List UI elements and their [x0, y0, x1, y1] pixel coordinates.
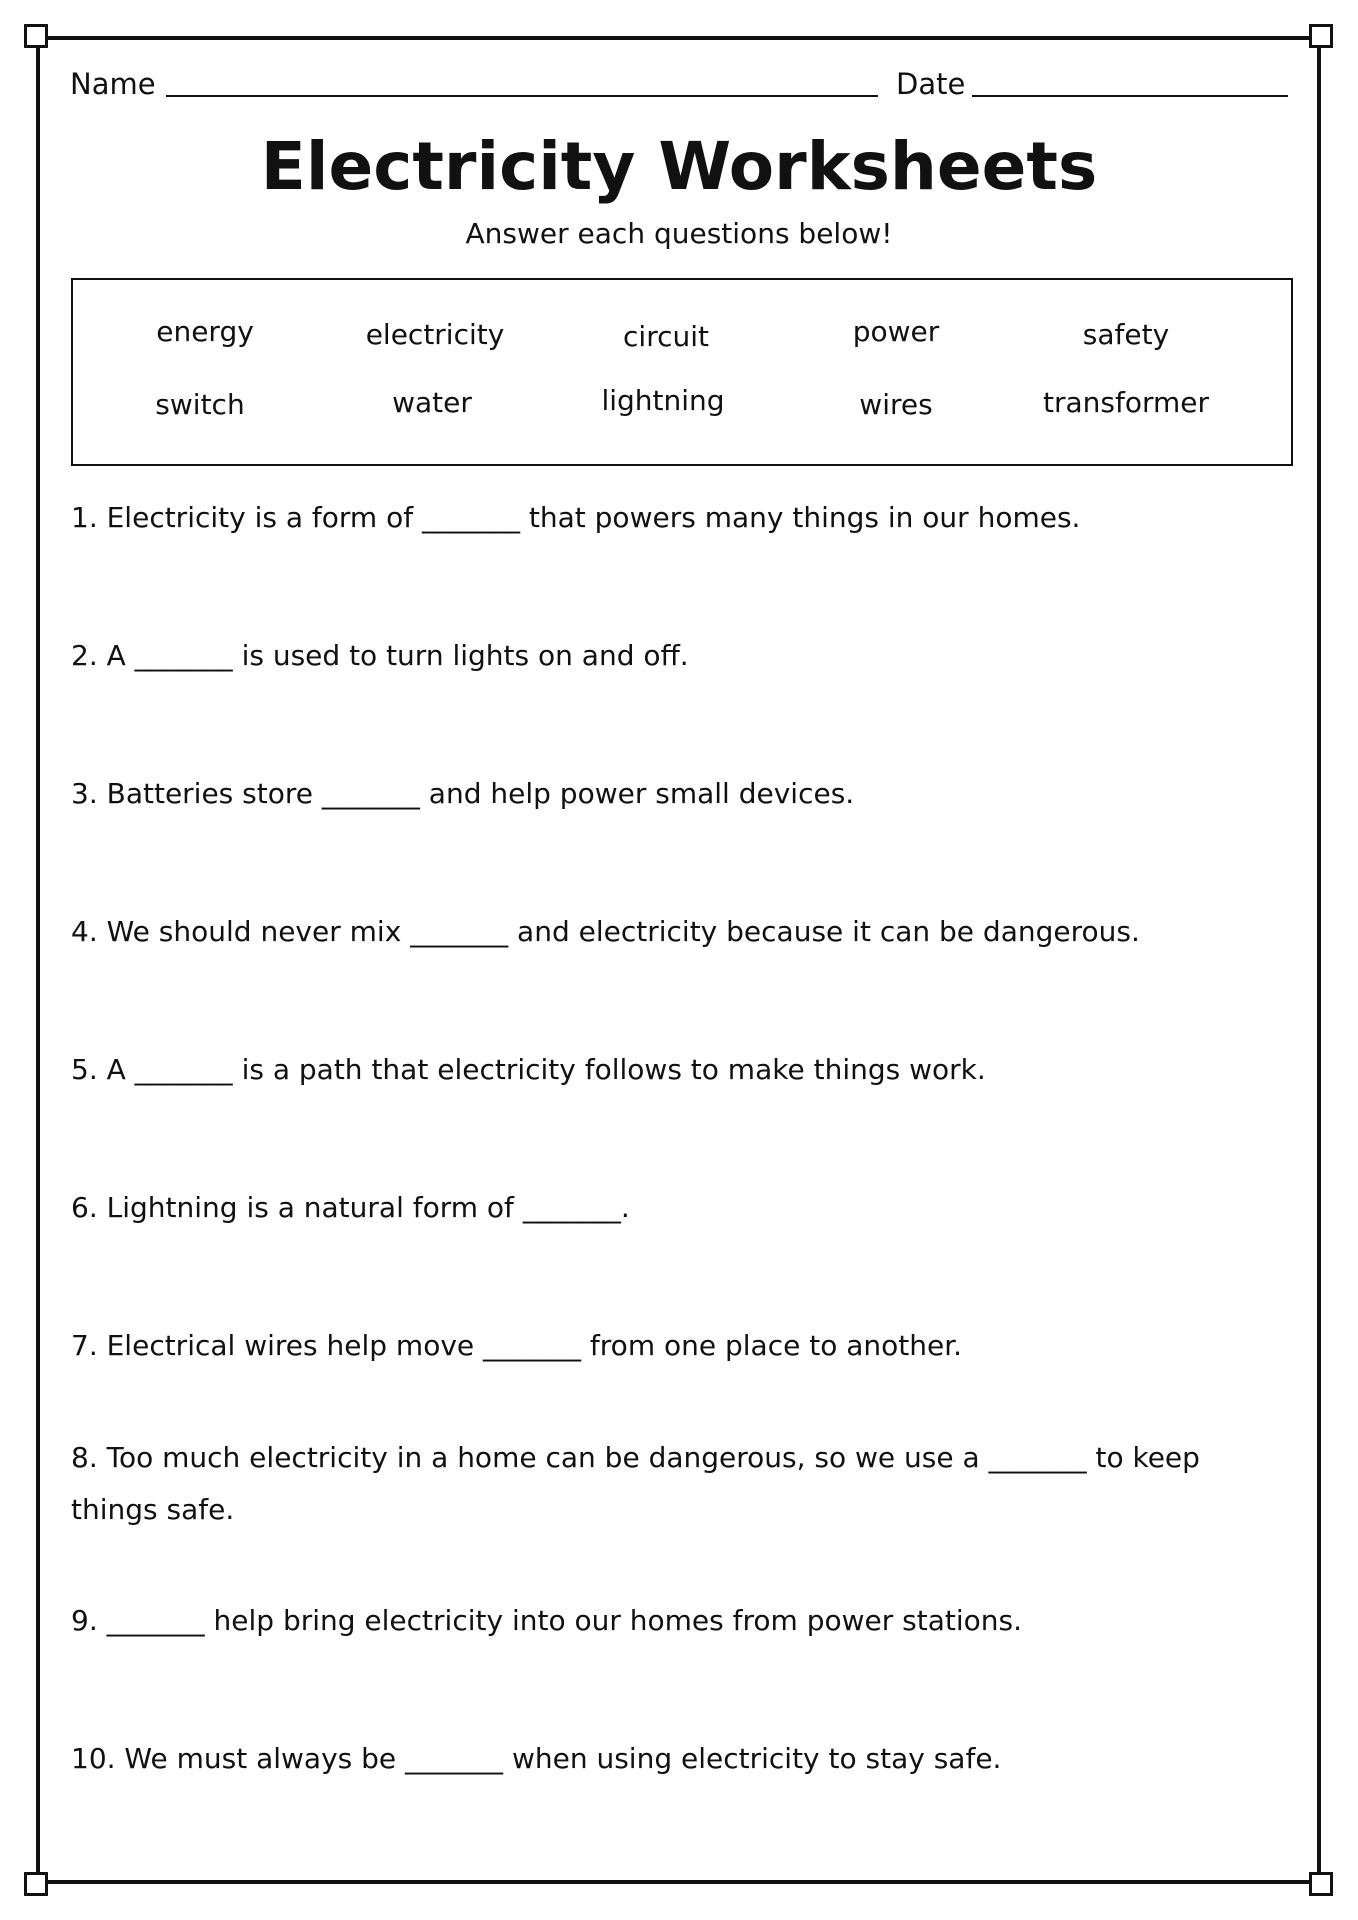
page-subtitle: Answer each questions below!: [465, 217, 893, 250]
word-bank-item: electricity: [365, 318, 505, 351]
word-bank-item: power: [852, 315, 940, 348]
corner-square-top-left: [24, 24, 48, 48]
question-7: 7. Electrical wires help move _______ from one place to another.: [71, 1329, 963, 1362]
question-1: 1. Electricity is a form of _______ that powers many things in our homes.: [71, 501, 1081, 534]
name-field[interactable]: [166, 95, 878, 97]
word-bank-item: switch: [155, 388, 245, 421]
question-4: 4. We should never mix _______ and electricity because it can be dangerous.: [71, 915, 1140, 948]
corner-square-bottom-right: [1309, 1872, 1333, 1896]
question-9: 9. _______ help bring electricity into our homes from power stations.: [71, 1604, 1022, 1637]
question-10: 10. We must always be _______ when using electricity to stay safe.: [71, 1742, 1002, 1775]
question-3: 3. Batteries store _______ and help power small devices.: [71, 777, 855, 810]
date-label: Date: [896, 67, 966, 101]
name-label: Name: [70, 67, 156, 101]
question-6: 6. Lightning is a natural form of _______.: [71, 1191, 630, 1224]
word-bank-item: energy: [156, 315, 254, 348]
date-field[interactable]: [972, 95, 1288, 97]
corner-square-top-right: [1309, 24, 1333, 48]
word-bank-box: [71, 278, 1293, 466]
word-bank-item: lightning: [601, 384, 725, 417]
word-bank-item: water: [392, 386, 472, 419]
word-bank-item: wires: [859, 388, 933, 421]
word-bank-item: circuit: [623, 320, 709, 353]
word-bank-item: safety: [1082, 318, 1170, 351]
corner-square-bottom-left: [24, 1872, 48, 1896]
page-title: Electricity Worksheets: [260, 128, 1098, 205]
word-bank-item: transformer: [1042, 386, 1209, 419]
question-2: 2. A _______ is used to turn lights on and off.: [71, 639, 689, 672]
question-8: 8. Too much electricity in a home can be dangerous, so we use a _______ to keep things safe.: [71, 1441, 1200, 1526]
question-5: 5. A _______ is a path that electricity follows to make things work.: [71, 1053, 986, 1086]
